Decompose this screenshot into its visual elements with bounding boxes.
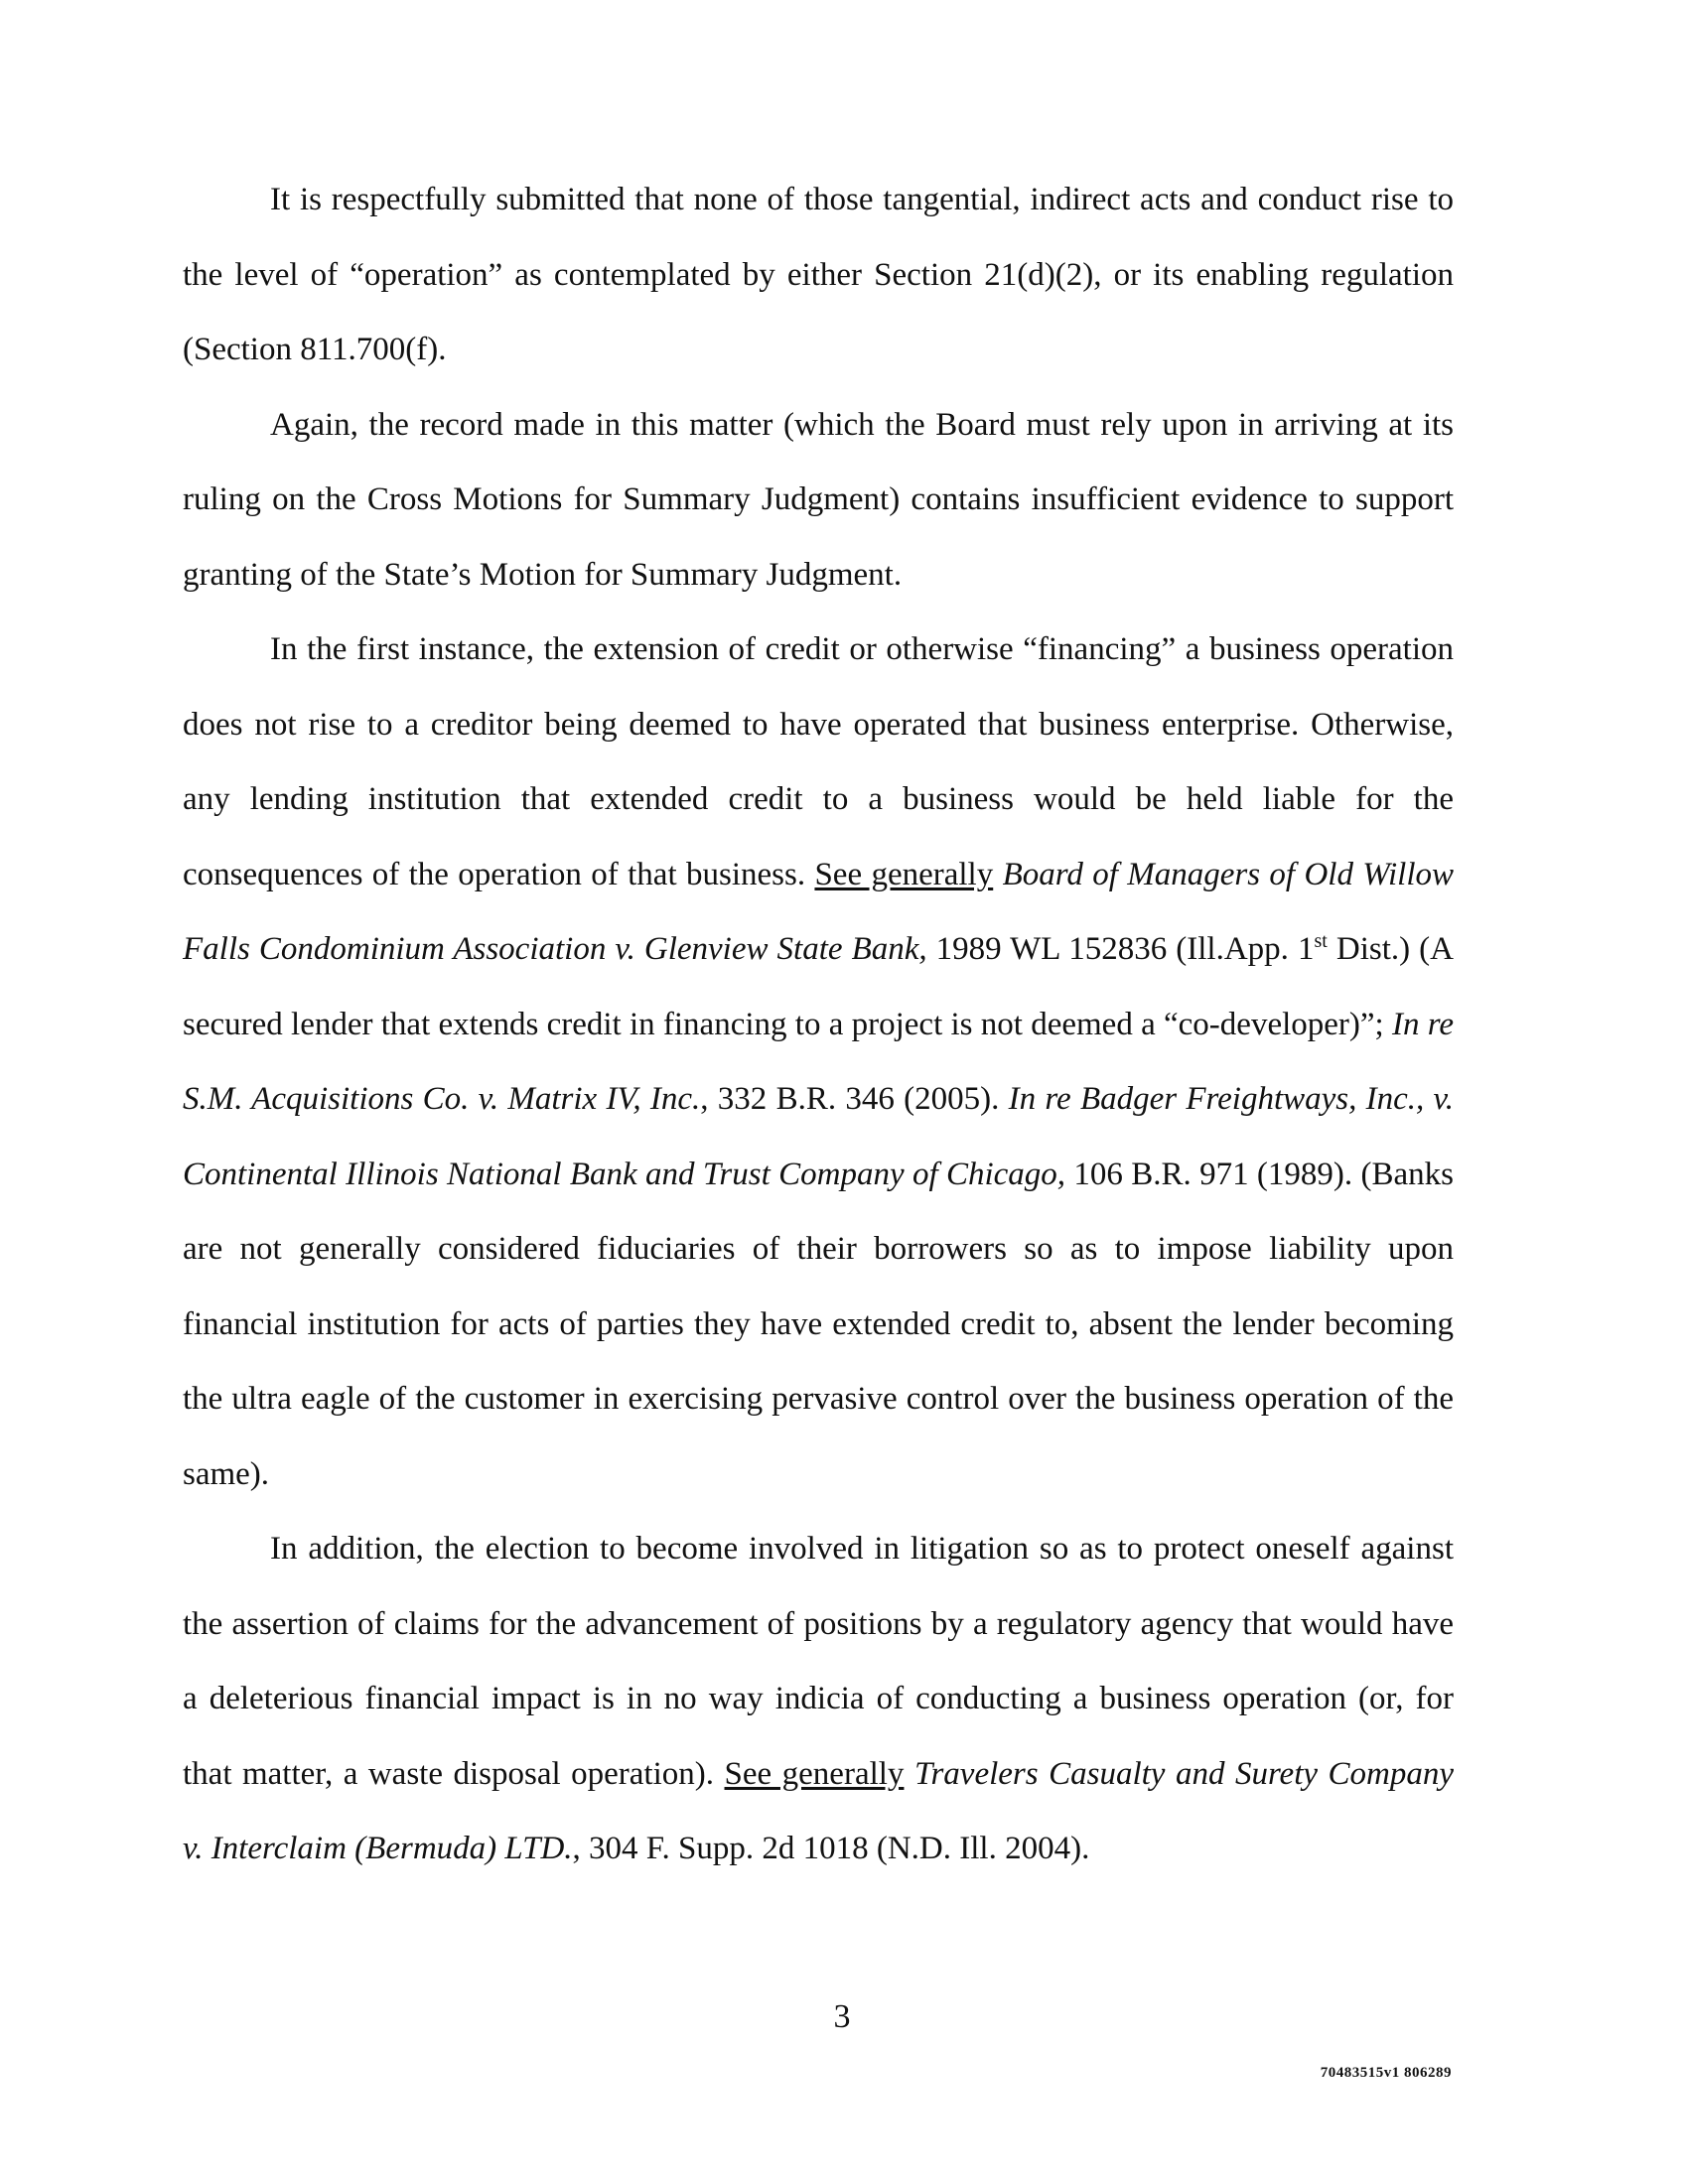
citation-signal: See generally: [724, 1755, 905, 1792]
paragraph-3-intro: In the first instance, the extension of credit or otherwise “financing” a business operation does not rise to a creditor being deemed to have operated that business enterprise. Otherwise, any lending institution that extended credit to a business would be held liable for the consequences of the operation of that business.: [183, 631, 1454, 892]
paragraph-3: [183, 613, 1454, 1512]
document-id: 70483515v1 806289: [1320, 2065, 1452, 2081]
citation-parenthetical: 106 B.R. 971 (1989). (Banks are not generally considered fiduciaries of their borrowers so as to impose liability upon financial institution for acts of parties they have extended credit to, absent the lender becoming the ultra eagle of the customer in exercising pervasive control over the business operation of the same).: [183, 1156, 1454, 1492]
paragraph-4-intro: In addition, the election to become involved in litigation so as to protect oneself against the assertion of claims for the advancement of positions by a regulatory agency that would have a deleterious financial impact is in no way indicia of conducting a business operation (or, for that matter, a waste disposal operation).: [183, 1531, 1454, 1792]
citation-signal: See generally: [814, 856, 994, 892]
case-name: Travelers Casualty and Surety Company v. Interclaim (Bermuda) LTD.: [183, 1755, 1455, 1866]
paragraph-1-text: It is respectfully submitted that none of those tangential, indirect acts and conduct rise to the level of “operation” as contemplated by either Section 21(d)(2), or its enabling regulation (Section 811.700(f).: [183, 182, 1454, 367]
citation-parenthetical: Dist.) (A secured lender that extends credit in financing to a project is not deemed a “co-developer)”;: [183, 931, 1454, 1042]
citation: , 332 B.R. 346 (2005).: [700, 1081, 1009, 1117]
paragraph-1: [183, 163, 1454, 388]
case-name: In re S.M. Acquisitions Co. v. Matrix IV, Inc.: [183, 1006, 1454, 1117]
paragraph-4: [183, 1512, 1454, 1887]
case-name: In re Badger Freightways, Inc., v. Continental Illinois National Bank and Trust Company of Chicago,: [183, 1081, 1455, 1192]
paragraph-2-text: Again, the record made in this matter (which the Board must rely upon in arriving at its ruling on the Cross Motions for Summary Judgment) contains insufficient evidence to support granting of the State’s Motion for Summary Judgment.: [183, 406, 1454, 593]
citation: , 304 F. Supp. 2d 1018 (N.D. Ill. 2004).: [572, 1831, 1090, 1866]
case-name: Board of Managers of Old Willow Falls Condominium Association v. Glenview State Bank,: [183, 856, 1454, 967]
paragraph-2: [183, 388, 1454, 614]
page-number: 3: [833, 1998, 851, 2035]
ordinal-suffix: st: [1314, 930, 1328, 952]
citation: 1989 WL 152836 (Ill.App. 1: [926, 931, 1315, 967]
body-text: [183, 163, 1454, 1887]
